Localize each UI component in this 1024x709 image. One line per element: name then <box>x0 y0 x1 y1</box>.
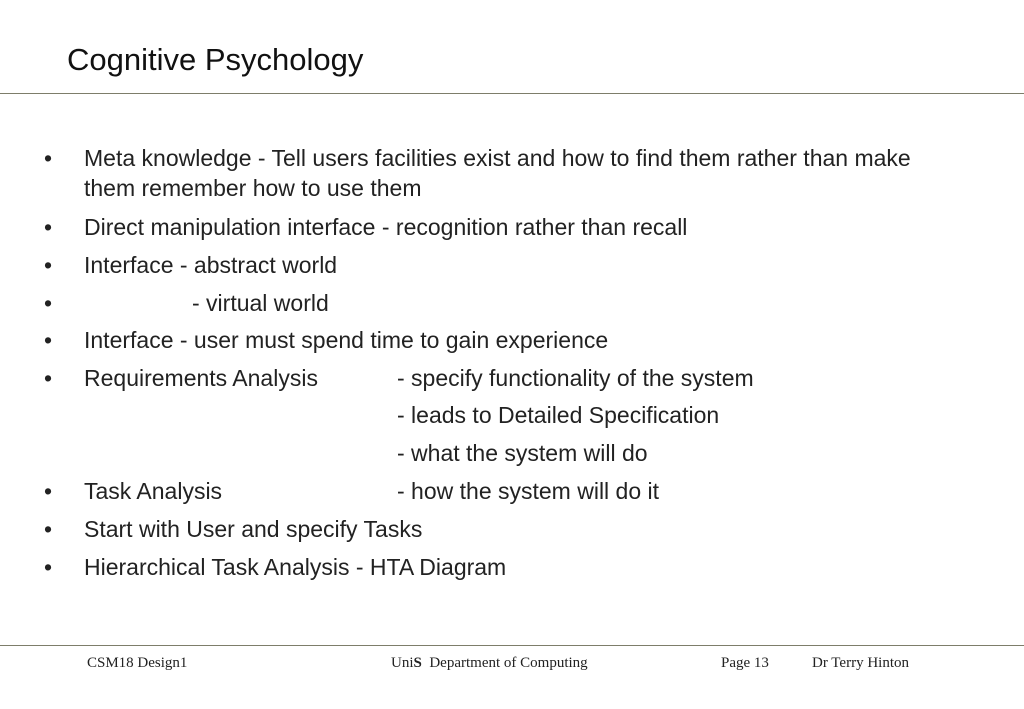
bullet-text: Direct manipulation interface - recognition rather than recall <box>84 214 688 240</box>
list-item <box>44 143 984 203</box>
bullet-description: - how the system will do it <box>397 478 660 504</box>
footer-department <box>391 652 588 674</box>
slide-title: Cognitive Psychology <box>67 42 364 77</box>
bullet-description: - what the system will do <box>397 440 648 466</box>
bullet-dot: • <box>44 516 53 542</box>
footer-author: Dr Terry Hinton <box>812 655 909 671</box>
bullet-dot: • <box>44 145 53 171</box>
footer-department-name: Department of Computing <box>421 655 588 671</box>
footer <box>0 652 1024 676</box>
footer-page-number: Page 13 <box>721 655 769 671</box>
bullet-text: Hierarchical Task Analysis - HTA Diagram <box>84 554 507 580</box>
bullet-term: Task Analysis <box>84 478 223 504</box>
bullet-dot: • <box>44 214 53 240</box>
footer-course: CSM18 Design1 <box>87 655 188 671</box>
footer-uni-bold: S <box>413 655 422 671</box>
bullet-description: - specify functionality of the system <box>397 365 754 391</box>
bullet-description: - leads to Detailed Specification <box>397 402 720 428</box>
footer-divider <box>0 645 1024 646</box>
bullet-dot: • <box>44 365 53 391</box>
bullet-text: Interface - user must spend time to gain experience <box>84 327 609 353</box>
bullet-text: Meta knowledge - Tell users facilities exist and how to find them rather than make them remember how to use them <box>84 145 911 201</box>
bullet-term: Requirements Analysis <box>84 365 318 391</box>
title-divider <box>0 93 1024 94</box>
bullet-dot: • <box>44 554 53 580</box>
bullet-dot: • <box>44 327 53 353</box>
bullet-text: - virtual world <box>192 290 329 316</box>
bullet-dot: • <box>44 290 53 316</box>
bullet-dot: • <box>44 252 53 278</box>
bullet-text: Start with User and specify Tasks <box>84 516 423 542</box>
bullet-text: Interface - abstract world <box>84 252 338 278</box>
bullet-dot: • <box>44 478 53 504</box>
footer-uni-prefix: Uni <box>391 655 414 671</box>
